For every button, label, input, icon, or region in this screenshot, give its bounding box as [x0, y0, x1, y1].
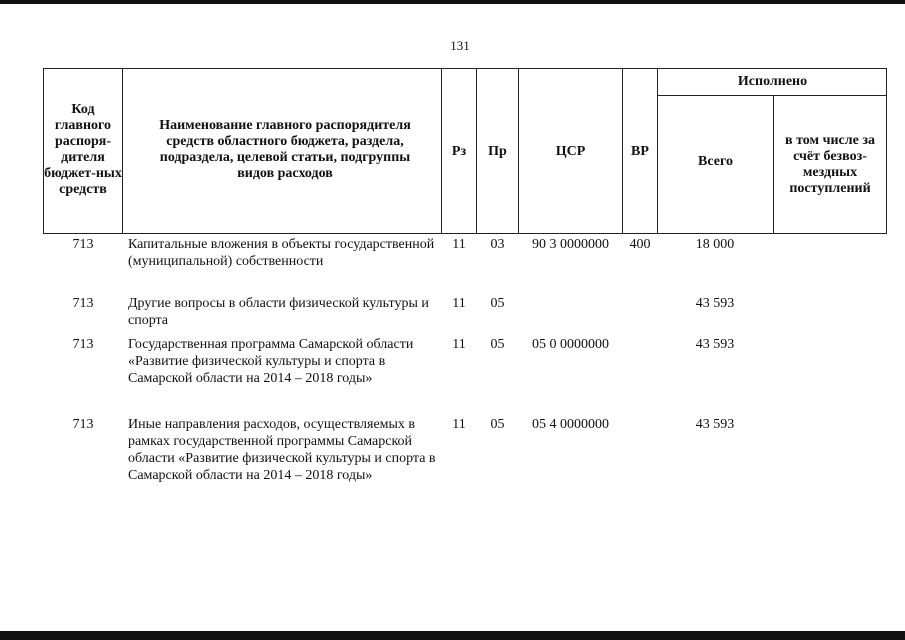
row-divider	[657, 95, 887, 96]
bottom-border-line	[0, 631, 905, 640]
row-rz: 11	[452, 417, 466, 432]
row-code: 713	[72, 237, 94, 252]
row-total: 43 593	[695, 296, 735, 311]
header-total: Всего	[698, 154, 733, 169]
row-total: 43 593	[695, 417, 735, 432]
top-border-line	[0, 0, 905, 4]
row-total: 43 593	[695, 337, 735, 352]
row-name: Государственная программа Самарской области «Развитие физической культуры и спорта в Самарской области на 2014 – 2018 годы»	[128, 337, 414, 386]
col-divider	[773, 95, 774, 234]
row-pr: 03	[490, 237, 505, 252]
col-divider	[122, 68, 123, 234]
header-pr: Пр	[488, 144, 507, 159]
row-code: 713	[72, 417, 94, 432]
header-vr: ВР	[631, 144, 649, 159]
page-number: 131	[450, 38, 470, 53]
row-rz: 11	[452, 337, 466, 352]
header-rz: Рз	[451, 144, 467, 159]
row-name: Иные направления расходов, осуществляемых в рамках государственной программы Самарской области «Развитие физической культуры и спорта в Самарской области на 2014 – 2018 годы»	[128, 417, 436, 483]
row-pr: 05	[490, 296, 505, 311]
header-csr: ЦСР	[555, 144, 586, 159]
header-free-receipts: в том числе за счёт безвоз-мездных поступлений	[785, 133, 875, 196]
row-rz: 11	[452, 237, 466, 252]
row-pr: 05	[490, 417, 505, 432]
row-total: 18 000	[695, 237, 735, 252]
row-csr: 90 3 0000000	[532, 237, 609, 252]
row-csr: 05 4 0000000	[532, 417, 609, 432]
header-code: Код главного распоря-дителя бюджет-ных средств	[44, 102, 122, 197]
row-pr: 05	[490, 337, 505, 352]
row-name: Капитальные вложения в объекты государственной (муниципальной) собственности	[128, 237, 435, 269]
row-rz: 11	[452, 296, 466, 311]
row-code: 713	[72, 296, 94, 311]
header-name: Наименование главного распорядителя средств областного бюджета, раздела, подраздела, целевой статьи, подгруппы видов расходов	[159, 118, 411, 181]
row-code: 713	[72, 337, 94, 352]
row-name: Другие вопросы в области физической культуры и спорта	[128, 296, 429, 328]
row-csr: 05 0 0000000	[532, 337, 609, 352]
row-vr: 400	[629, 237, 651, 252]
header-executed: Исполнено	[737, 74, 808, 89]
